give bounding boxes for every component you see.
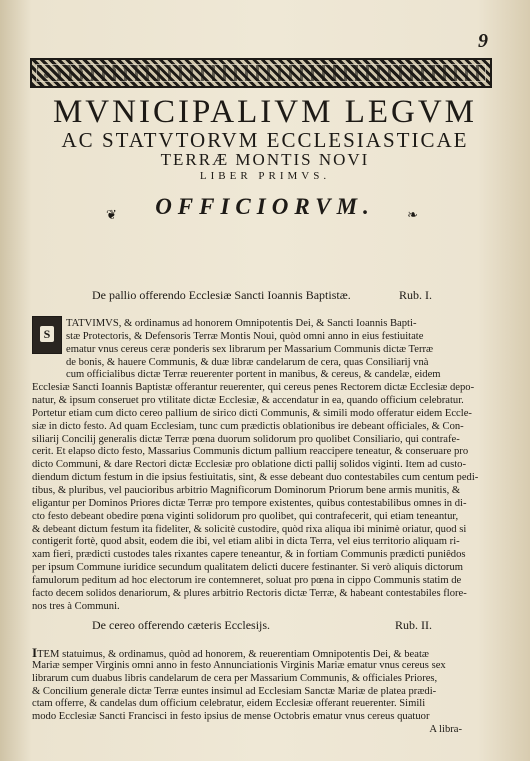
fleuron-right-icon: ❧ xyxy=(407,207,418,222)
text-line: dicto Communi, & dare Rectori dictæ Ecclesiæ pro oblatione dicti pallij solidos viginti. Item ad custo- xyxy=(32,459,466,471)
text-line: tibus, & pluribus, vel paucioribus arbitrio Magnificorum Dominorum Priorum bene armis munitis, & xyxy=(32,484,461,496)
text-line: diendum dictum festum in die ipsius festiuitatis, sint, & esse debeant duo contestabiles cum centum pedi- xyxy=(32,472,479,484)
text-line: librarum cum duabus libris candelarum de cera per Massarium Communis, & officiales Priores, xyxy=(32,672,438,684)
rubric-1-number: Rub. I. xyxy=(399,288,432,302)
text-line: famulorum peditum ad hoc electorum ire contemneret, soluat pro pœna in cippo Communis statim de xyxy=(32,574,462,586)
statute-paragraph-1 xyxy=(32,318,498,613)
text-line: & Concilium generale dictæ Terræ euntes insimul ad Ecclesiam Sanctæ Mariæ de platea prædi- xyxy=(32,685,437,697)
title-main: MVNICIPALIVM LEGVM xyxy=(52,94,478,130)
text-line: Portetur etiam cum dicto cereo pallium de sirico dicti Communis, & simili modo offeratur eidem Eccle- xyxy=(32,407,472,419)
text-line: ITEM statuimus, & ordinamus, quòd ad honorem, & reuerentiam Omnipotentis Dei, & beatæ xyxy=(32,647,429,660)
page-number: 9 xyxy=(478,30,488,52)
text-line: cto festo debeant obedire pœna viginti solidorum pro quolibet, qui contrafecerit, qui etiam teneantur, xyxy=(32,510,459,522)
text-line: facto decem solidos denariorum, & plures arbitrio Rectoris dictæ Terræ, & habeant contestabiles flore- xyxy=(32,587,467,599)
text-line: & debeant dictum festum ita fideliter, & solicitè custodire, quòd rixa aliqua ibi minimè oriatur, quod si xyxy=(32,523,467,535)
text-line: modo Ecclesiæ Sancti Francisci in festo ipsius de mense Octobris ematur vnus cereus quatuor xyxy=(32,711,430,723)
text-line: cerit. Et elapso dicto festo, Massarius Communis dictum pallium reaccipere teneatur, & conseruare pro xyxy=(32,446,469,458)
title-sub: AC STATVTORVM ECCLESIASTICAE xyxy=(61,128,469,152)
text-line: natur, & ipsum conseruet pro vtilitate dictæ Ecclesiæ, & accendatur in ea, quando officium celebratur. xyxy=(32,395,464,407)
text-line: A libra- xyxy=(429,724,462,736)
text-line: nos tres à Communi. xyxy=(32,600,120,612)
text-line: per ipsum Commune iuridice secundum qualitatem delicti ducere festinanter. Si verò aliquis dictorum xyxy=(32,562,463,574)
text-line: TATVIMVS, & ordinamus ad honorem Omnipotentis Dei, & Sancti Ioannis Bapti- xyxy=(66,318,417,329)
text-line: ctam offerre, & candelas dum officium celebratur, eidem Ecclesiæ offerant reuerenter. Simili xyxy=(32,698,426,710)
rubric-2-title: De cereo offerendo cæteris Ecclesijs. xyxy=(92,618,271,632)
text-line: cum officialibus dictæ Terræ reuerenter portent in manibus, & cereus, & candelæ, eidem xyxy=(66,369,441,381)
decorated-initial-letter: S xyxy=(40,326,54,342)
rubric-1-title: De pallio offerendo Ecclesiæ Sancti Ioannis Baptistæ. xyxy=(92,288,351,302)
title-land: TERRÆ MONTIS NOVI xyxy=(160,150,370,169)
text-line: ematur vnus cereus ceræ ponderis sex librarum per Massarium Communis dictæ Terræ xyxy=(66,343,434,355)
fleuron-left-icon: ❦ xyxy=(106,207,117,222)
text-line: eligantur per Dominos Priores dictæ Terræ pro tempore existentes, quibus contestabilibus omnes in di- xyxy=(32,497,467,509)
title-liber: LIBER PRIMVS. xyxy=(199,170,331,182)
section-title: OFFICIORVM. xyxy=(155,194,375,219)
text-line: siæ in dicto festo. Ad quam Ecclesiam, tunc cum prædictis oblationibus ire debeant officiales, & Con- xyxy=(32,420,464,432)
text-line: Mariæ semper Virginis omni anno in festo Annunciationis Virginis Mariæ ematur vnus cereus sex xyxy=(32,659,446,671)
text-line: siliarij Concilij generalis dictæ Terræ pœna duorum solidorum pro quolibet Consiliario, qui contrafe- xyxy=(32,433,460,445)
text-line: contigerit fortè, quod absit, eodem die ibi, vel etiam alibi in dicta Terra, vel eius territorio aliquam ri- xyxy=(32,536,460,548)
ornamental-headpiece xyxy=(30,58,492,88)
text-line: Ecclesiæ Sancti Ioannis Baptistæ offerantur reuerenter, qui cereus penes Rectorem dictæ Ecclesiæ depo- xyxy=(32,382,475,394)
rubric-2-number: Rub. II. xyxy=(395,618,432,632)
text-line: xam fieri, prædicti custodes tales rixantes capere teneantur, & in fortiam Communis prædicti puniêdos xyxy=(32,549,466,561)
text-line: de bonis, & hauere Communis, & duæ libræ candelarum de cera, quas Consiliarij vnà xyxy=(66,356,429,368)
statute-paragraph-2 xyxy=(32,647,498,737)
text-line: stæ Protectoris, & Defensoris Terræ Montis Noui, quòd omni anno in eius festiuitate xyxy=(66,330,424,342)
